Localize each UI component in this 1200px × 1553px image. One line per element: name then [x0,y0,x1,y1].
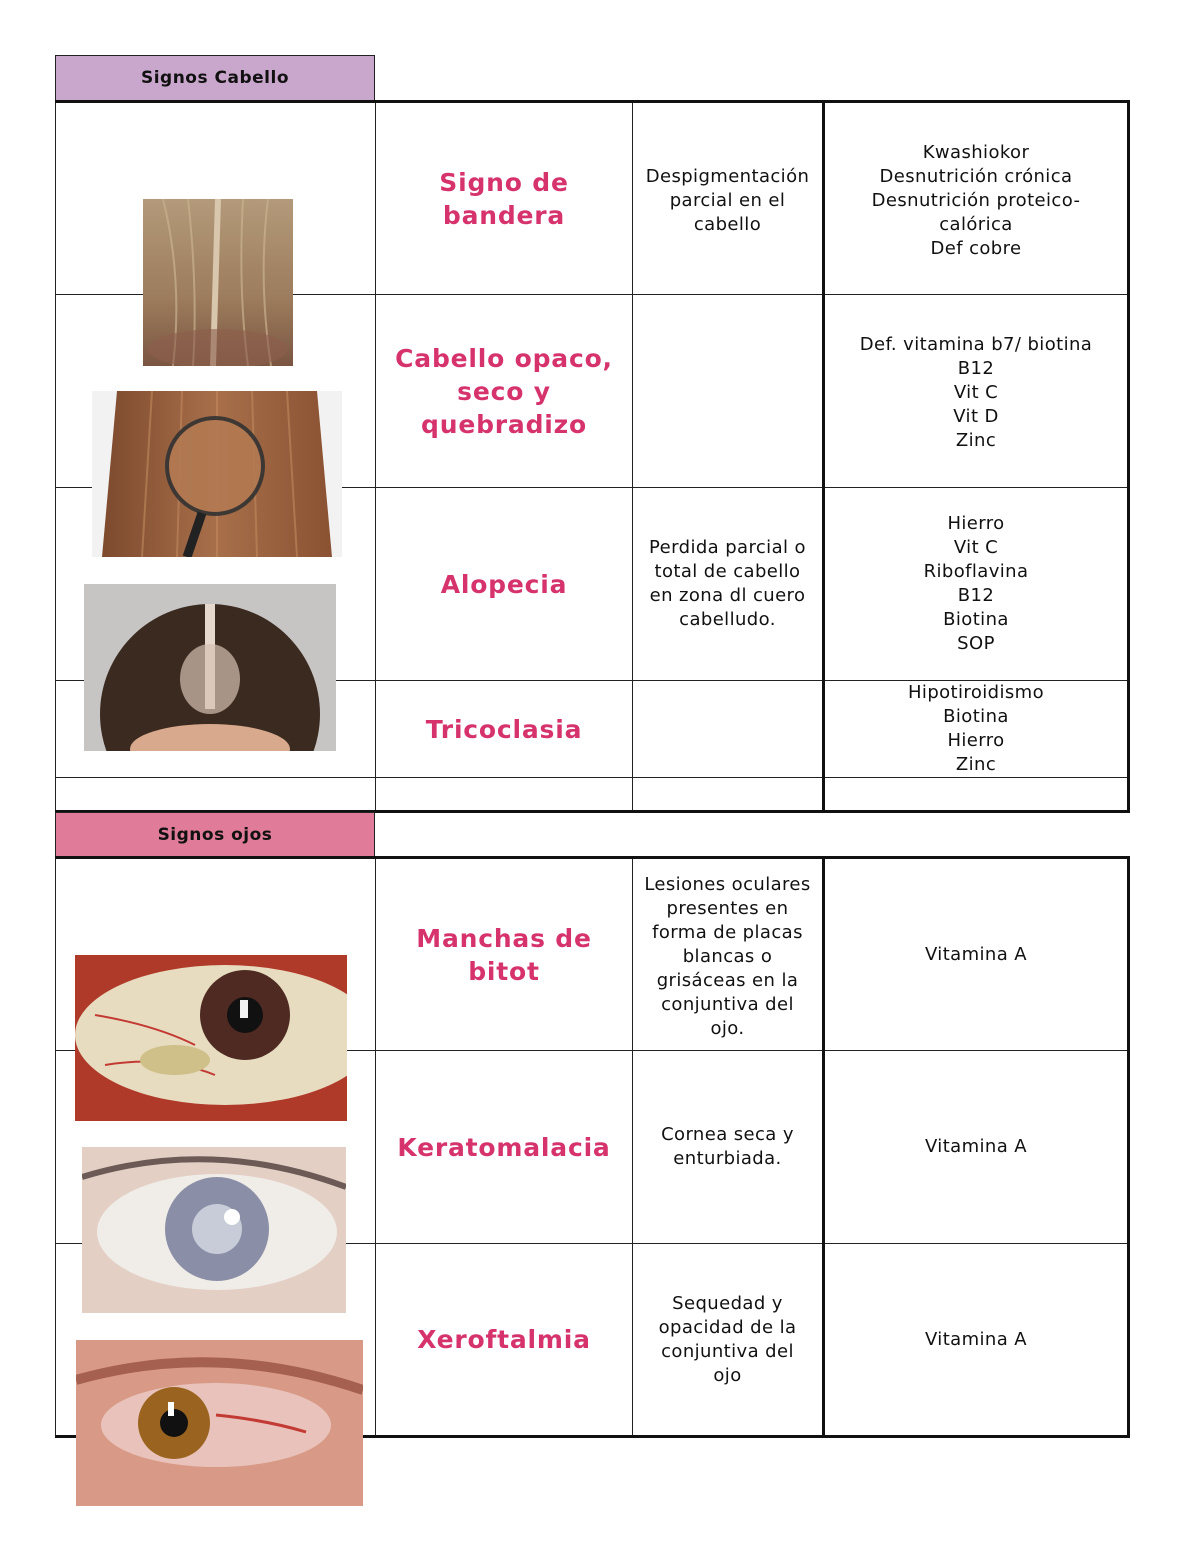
sign-description: Despigmentación parcial en el cabello [645,166,810,235]
table-row [56,858,1129,1051]
sign-name-cell [376,681,633,778]
description-cell [633,295,824,488]
sign-name-cell [376,1244,633,1437]
eyes-section-header [55,812,375,857]
sign-causes: Vitamina A [924,943,1027,965]
sign-causes: Vitamina A [924,1328,1027,1350]
eye-image-cell [56,858,376,1051]
sign-name-cell [376,102,633,295]
hair-magnifier-photo [92,391,342,557]
causes-cell [824,295,1129,488]
table-row [56,102,1129,295]
table-row [56,778,1129,812]
description-cell [633,681,824,778]
scalp-photo [84,584,336,751]
bitot-eye-photo [75,955,347,1121]
sign-causes: Hipotiroidismo Biotina Hierro Zinc [907,682,1044,775]
hair-image-cell [56,102,376,295]
causes-cell [824,1244,1129,1437]
hair-part-photo [143,199,293,366]
sign-name: Cabello opaco, seco y quebradizo [395,343,613,439]
sign-causes: Def. vitamina b7/ biotina B12 Vit C Vit D Zinc [859,334,1093,451]
sign-description: Sequedad y opacidad de la conjuntiva del ojo [658,1292,797,1386]
description-cell [633,1244,824,1437]
sign-name: Alopecia [440,569,568,599]
eyes-section-title: Signos ojos [157,824,273,845]
sign-causes: Kwashiokor Desnutrición crónica Desnutrición proteico- calórica Def cobre [871,142,1081,259]
sign-name: Xeroftalmia [417,1325,591,1354]
sign-causes: Vitamina A [924,1136,1027,1157]
empty-cell [633,778,824,812]
sign-description: Cornea seca y enturbiada. [661,1124,794,1169]
eye-signs-table [55,856,1130,1438]
sign-causes: Hierro Vit C Riboflavina B12 Biotina SOP [923,513,1029,654]
sign-description: Perdida parcial o total de cabello en zona dl cuero cabelludo. [649,537,806,630]
sign-name-cell [376,1051,633,1244]
description-cell [633,102,824,295]
empty-cell [376,778,633,812]
sign-name: Signo de bandera [439,167,569,230]
description-cell [633,858,824,1051]
sign-name-cell [376,488,633,681]
causes-cell [824,681,1129,778]
causes-cell [824,858,1129,1051]
cloudy-eye-photo [82,1147,346,1313]
causes-cell [824,102,1129,295]
sign-name-cell [376,858,633,1051]
sign-name: Tricoclasia [425,714,583,744]
sign-description: Lesiones oculares presentes en forma de placas blancas o grisáceas en la conjuntiva del ojo. [644,874,811,1039]
causes-cell [824,488,1129,681]
hair-signs-table [55,100,1130,813]
causes-cell [824,1051,1129,1244]
description-cell [633,488,824,681]
empty-cell [56,778,376,812]
hair-section-header [55,55,375,101]
description-cell [633,1051,824,1244]
sign-name: Keratomalacia [397,1132,611,1162]
hair-section-title: Signos Cabello [140,68,290,88]
sign-name: Manchas de bitot [416,923,592,986]
empty-cell [824,778,1129,812]
sign-name-cell [376,295,633,488]
red-eye-photo [76,1340,363,1506]
